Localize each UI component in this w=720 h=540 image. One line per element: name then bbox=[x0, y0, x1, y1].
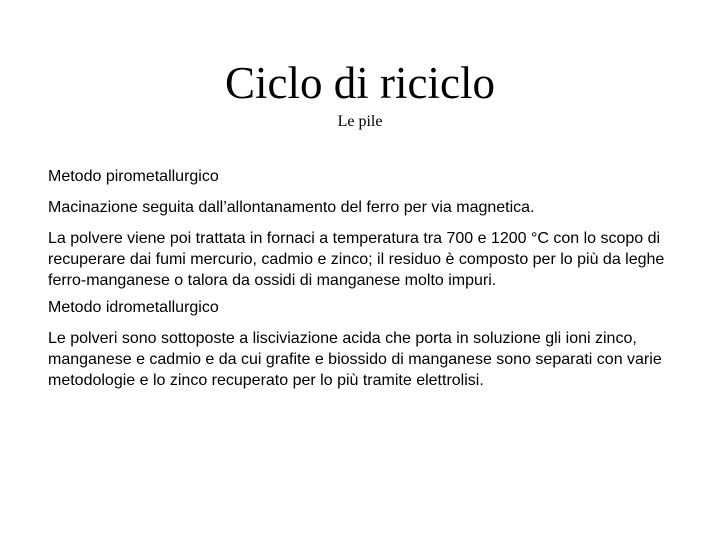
paragraph-grinding: Macinazione seguita dall’allontanamento del ferro per via magnetica. bbox=[48, 199, 535, 216]
paragraph-leaching: Le polveri sono sottoposte a lisciviazione acida che porta in soluzione gli ioni zinco, manganese e cadmio e da cui grafite e biossido di manganese sono separati con varie metodologie e lo zinco recuperato per lo più tramite elettrolisi. bbox=[48, 330, 662, 389]
slide-title: Ciclo di riciclo bbox=[225, 58, 495, 108]
section-heading-hydrometallurgy: Metodo idrometallurgico bbox=[48, 299, 219, 316]
paragraph-furnace-treatment: La polvere viene poi trattata in fornaci a temperatura tra 700 e 1200 °C con lo scopo di recuperare dai fumi mercurio, cadmio e zinco; il residuo è composto per lo più da leghe ferro-manganese o talora da ossidi di manganese molto impuri. bbox=[48, 230, 665, 289]
slide-subtitle: Le pile bbox=[337, 113, 383, 130]
section-heading-pyrometallurgy: Metodo pirometallurgico bbox=[48, 168, 219, 185]
slide-body bbox=[48, 166, 678, 401]
